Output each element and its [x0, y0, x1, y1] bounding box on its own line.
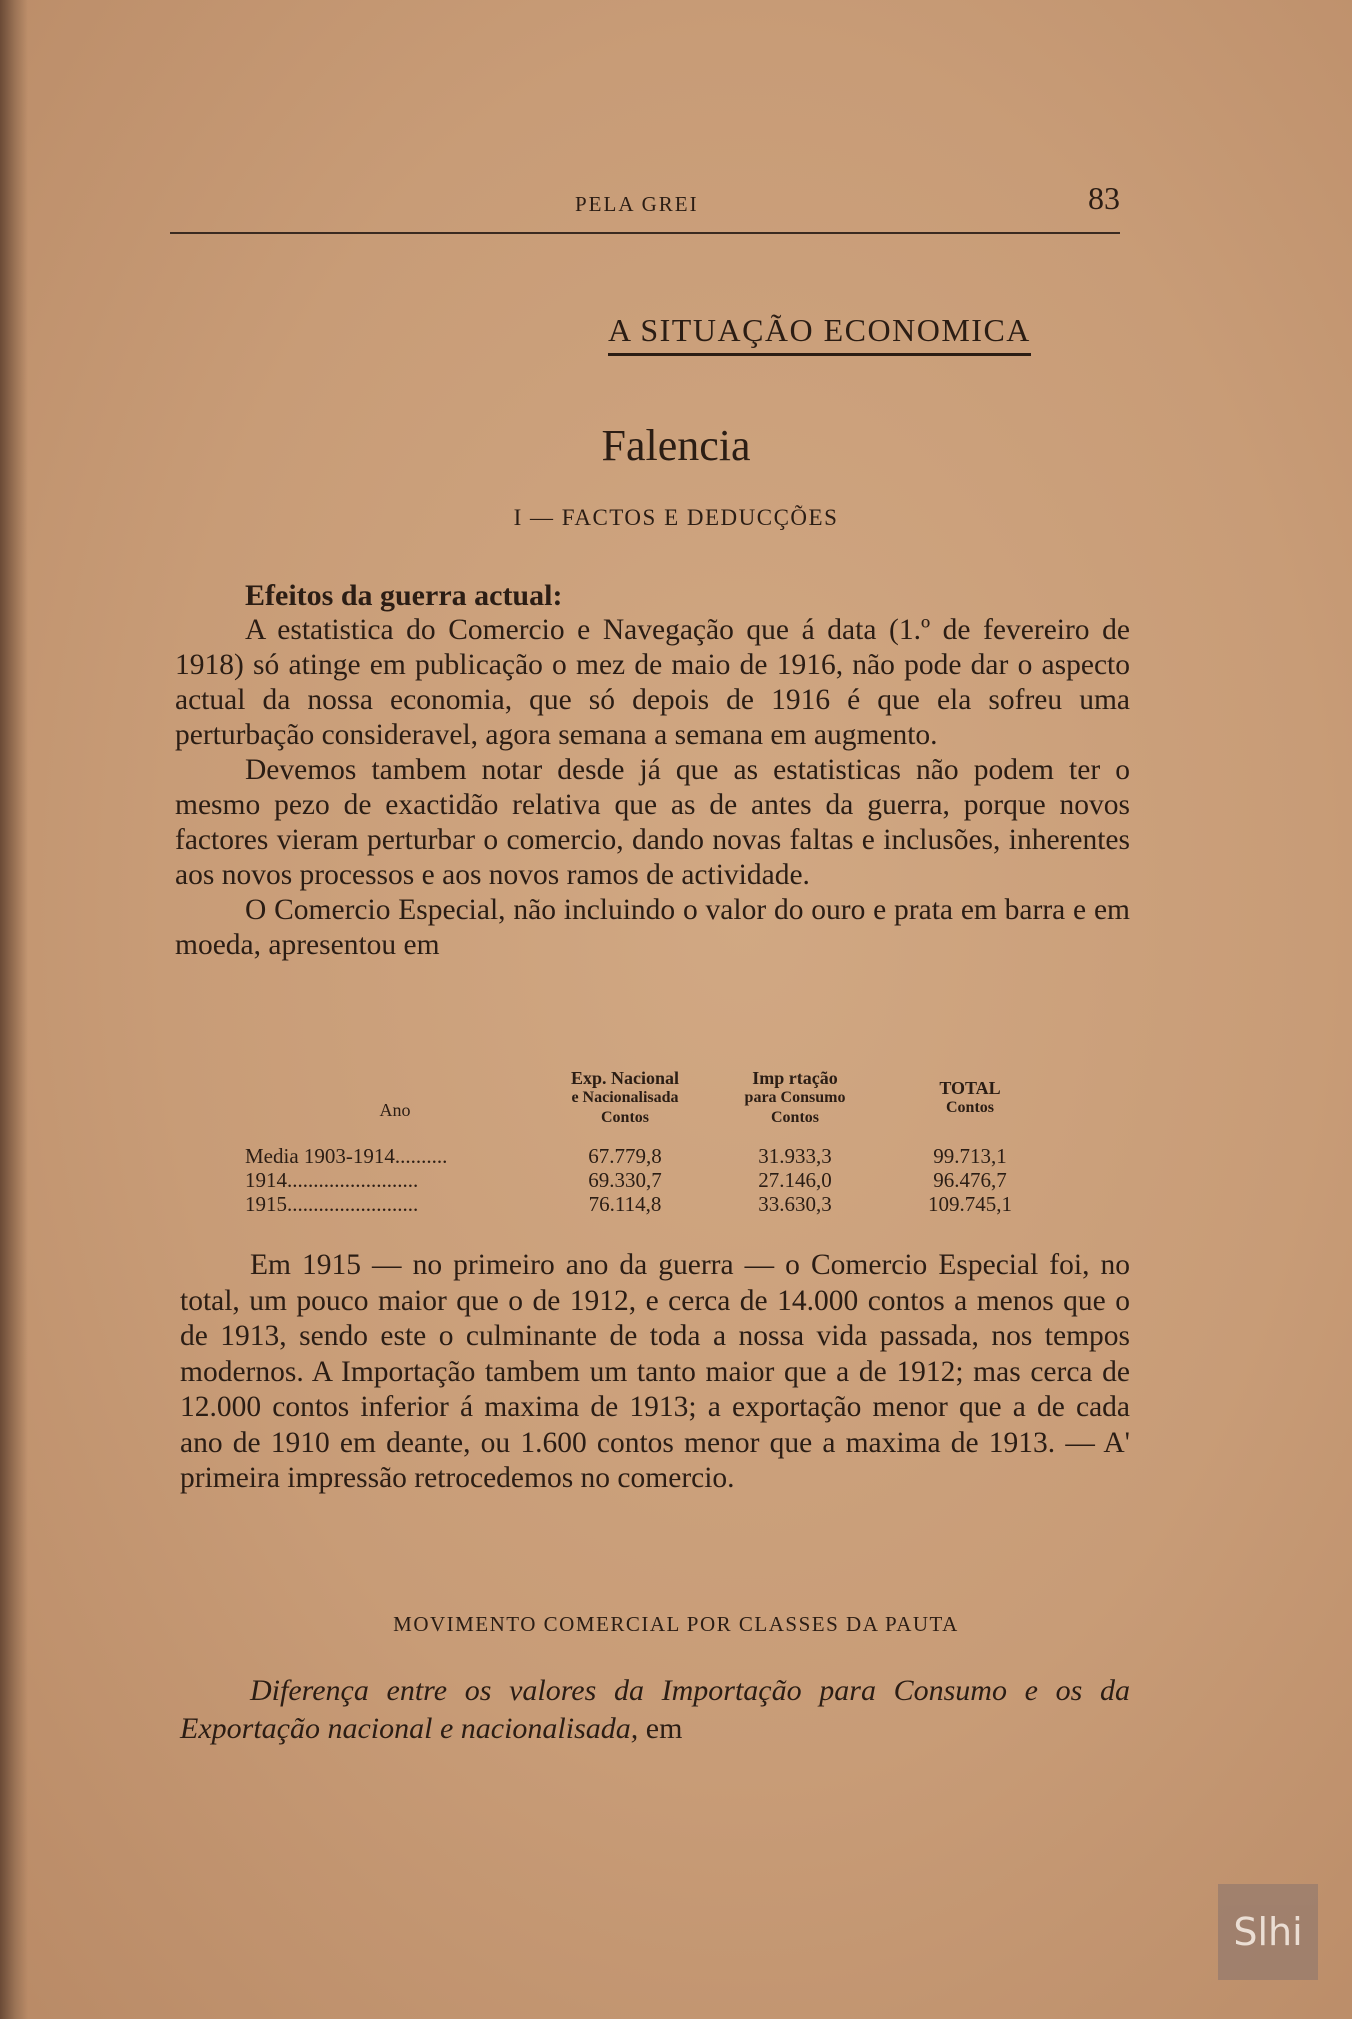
table-row — [245, 1192, 1065, 1216]
col-header-exp-unit: Contos — [600, 1109, 649, 1126]
paragraph-1: A estatistica do Comercio e Navegação que á data (1.º de fevereiro de 1918) só atinge em publicação o mez de maio de 1916, não pode dar o aspecto actual da nossa economia, que só depois de 1916 é que ela sofreu uma perturbação consideravel, agora semana a semana em augmento. — [175, 614, 1130, 751]
trade-table — [245, 1068, 1065, 1228]
col-header-imp-unit: Contos — [770, 1109, 819, 1126]
running-head: PELA GREI — [575, 192, 699, 216]
cell-total: 96.476,7 — [933, 1168, 1007, 1192]
cell-year: Media 1903-1914.......... — [245, 1144, 448, 1168]
table-row — [245, 1144, 1065, 1168]
cell-exp: 69.330,7 — [588, 1168, 662, 1192]
col-header-imp-label: Imp rtação — [752, 1068, 838, 1088]
page-number: 83 — [1088, 180, 1120, 216]
col-header-total — [905, 1078, 1035, 1118]
header-rule — [170, 232, 1120, 234]
col-header-imp-sub: para Consumo — [744, 1089, 846, 1106]
col-header-imp — [715, 1068, 875, 1128]
caps-heading: MOVIMENTO COMERCIAL POR CLASSES DA PAUTA — [393, 1612, 959, 1636]
cell-imp: 33.630,3 — [758, 1192, 832, 1216]
col-header-exp-sub: e Nacionalisada — [571, 1089, 679, 1106]
main-title: Falencia — [601, 421, 751, 470]
body-text-2 — [180, 1248, 1130, 1497]
cell-year: 1914......................... — [245, 1168, 419, 1192]
italic-caption — [180, 1672, 1130, 1748]
paragraph-3: O Comercio Especial, não incluindo o valor do ouro e prata em barra e em moeda, apresentou em — [175, 894, 1130, 961]
paragraph-2: Devemos tambem notar desde já que as estatisticas não podem ter o mesmo pezo de exactidão relativa que as de antes da guerra, porque novos factores vieram perturbar o comercio, dando novas faltas e inclusões, inherentes aos novos processos e aos novos ramos de actividade. — [175, 754, 1130, 891]
table-row — [245, 1168, 1065, 1192]
page-edge — [0, 0, 28, 2019]
section-title: A SITUAÇÃO ECONOMICA — [608, 312, 1031, 356]
col-header-exp-label: Exp. Nacional — [570, 1068, 680, 1088]
cell-imp: 31.933,3 — [758, 1144, 832, 1168]
page-header — [170, 180, 1120, 236]
body-text — [175, 578, 1130, 963]
cell-imp: 27.146,0 — [758, 1168, 832, 1192]
col-header-total-label: TOTAL — [939, 1078, 1001, 1098]
cell-exp: 76.114,8 — [588, 1192, 662, 1216]
cell-year: 1915......................... — [245, 1192, 419, 1216]
col-header-ano: Ano — [379, 1100, 411, 1120]
col-header-exp — [550, 1068, 700, 1128]
lead-heading: Efeitos da guerra actual: — [245, 579, 563, 612]
col-header-total-unit: Contos — [945, 1099, 994, 1116]
library-watermark: Slhi — [1218, 1884, 1318, 1980]
cell-total: 99.713,1 — [933, 1144, 1007, 1168]
subheading: I — FACTOS E DEDUCÇÕES — [513, 505, 839, 530]
paragraph-4: Em 1915 — no primeiro ano da guerra — o Comercio Especial foi, no total, um pouco maior que o de 1912, e cerca de 14.000 contos a menos que o de 1913, sendo este o culminante de toda a nossa vida passada, nos tempos modernos. A Importação tambem um tanto maior que a de 1912; mas cerca de 12.000 contos inferior á maxima de 1913; a exportação menor que a de cada ano de 1910 em deante, ou 1.600 contos menor que a maxima de 1913. — A' primeira impressão retrocedemos no comercio. — [180, 1249, 1130, 1494]
cell-total: 109.745,1 — [928, 1192, 1012, 1216]
italic-caption-text: Diferença entre os valores da Importação para Consumo e os da Exportação nacional e nacionalisada, — [180, 1674, 1130, 1745]
cell-exp: 67.779,8 — [588, 1144, 662, 1168]
italic-caption-tail: em — [638, 1712, 683, 1745]
